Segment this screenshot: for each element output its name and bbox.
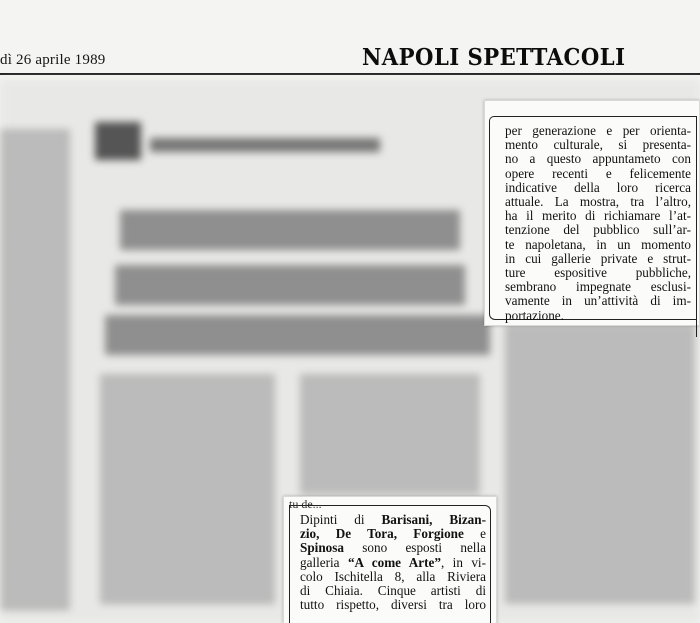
clip-text: Dipinti di <box>300 512 382 527</box>
section-title: NAPOLI SPETTACOLI <box>362 44 626 71</box>
clip-line: attuale. La mostra, tra l’altro, <box>505 194 691 210</box>
blurred-column <box>100 375 275 605</box>
clip-line: ha il merito di richiamare l’at- <box>505 208 691 224</box>
clip-line: vamente in un’attività di im- <box>505 293 691 309</box>
clip-line <box>300 527 486 541</box>
clip-line: no a questo appuntameto con <box>505 151 691 167</box>
blurred-headline-line <box>115 265 465 305</box>
cut-text-fragment: tu de... <box>289 497 322 511</box>
clip-line: per generazione e per orienta- <box>505 123 691 138</box>
newspaper-header <box>0 0 700 80</box>
blurred-heading-strip <box>150 138 380 152</box>
clip-line <box>300 513 486 527</box>
clip-line <box>300 541 486 555</box>
clip-line: colo Ischitella 8, alla Riviera <box>300 568 486 584</box>
clip-line: in cui gallerie private e strut- <box>505 250 691 266</box>
clip-text: galleria <box>300 554 348 570</box>
clip-text: sono esposti nella <box>344 540 486 556</box>
clip-text: , in vi- <box>440 554 486 570</box>
artist-names: Spinosa <box>300 540 344 556</box>
artist-names: zio, De Tora, Forgione <box>300 526 464 542</box>
clip-line: tenzione del pubblico sull’ar- <box>505 222 691 238</box>
blurred-column <box>505 325 695 605</box>
clipping-top-text <box>505 124 691 323</box>
clip-line: te napoletana, in un momento <box>505 236 691 252</box>
clip-line: tutto rispetto, diversi tra loro <box>300 597 486 613</box>
clip-line: mento culturale, si presenta- <box>505 137 691 153</box>
clip-line <box>300 556 486 570</box>
blurred-logo <box>95 122 141 160</box>
blurred-column <box>0 130 70 610</box>
clip-line: di Chiaia. Cinque artisti di <box>300 583 486 599</box>
clip-line: sembrano impegnate esclusi- <box>505 279 691 295</box>
clip-line: ture espositive pubbliche, <box>505 265 691 281</box>
artist-names: Barisani, Bizan- <box>381 512 486 527</box>
issue-date: dì 26 aprile 1989 <box>0 52 106 68</box>
gallery-name: “A come Arte” <box>347 554 441 570</box>
header-rule <box>0 73 700 75</box>
clip-line: portazione. <box>505 307 564 323</box>
clip-text: e <box>463 526 486 542</box>
blurred-column <box>300 375 480 495</box>
clipping-bottom-text <box>300 513 486 612</box>
blurred-headline-line <box>120 210 460 250</box>
clip-line: indicative della loro ricerca <box>505 179 691 195</box>
blurred-headline-line <box>105 315 490 355</box>
clip-line: opere recenti e felicemente <box>505 165 691 181</box>
